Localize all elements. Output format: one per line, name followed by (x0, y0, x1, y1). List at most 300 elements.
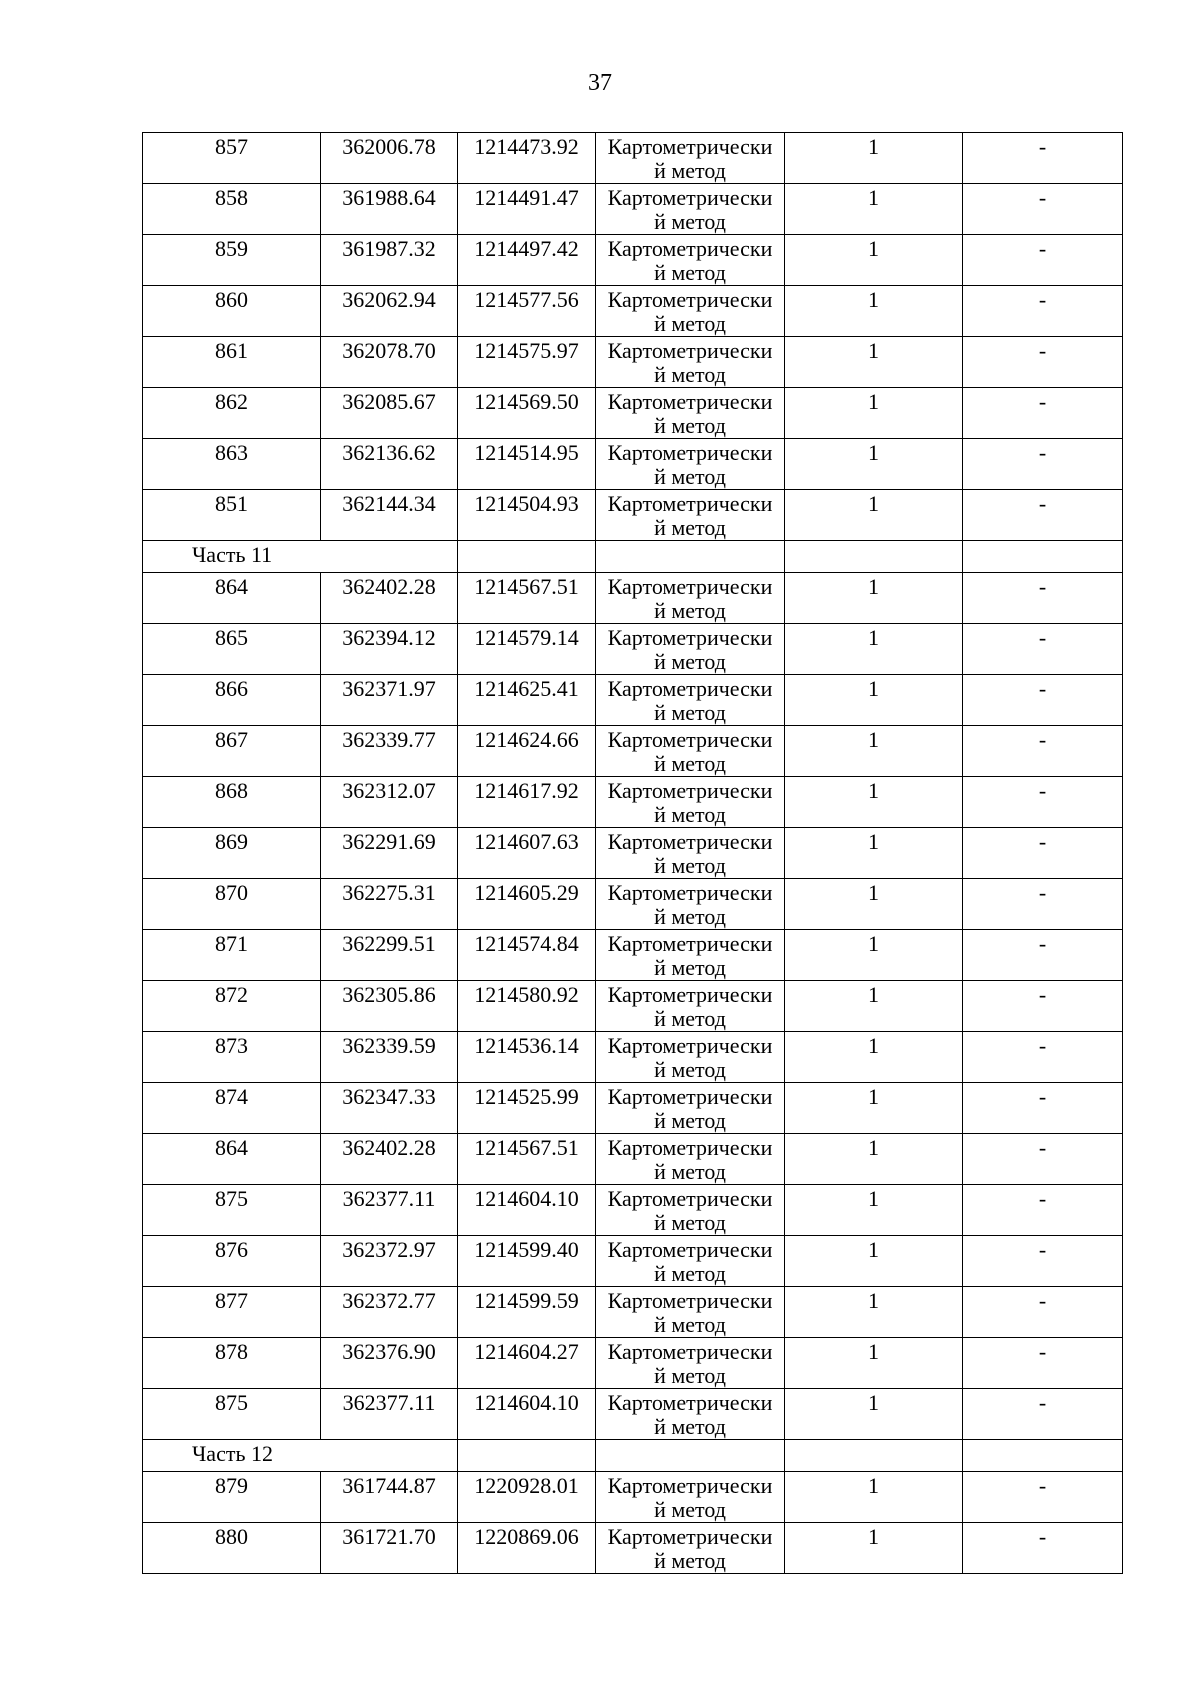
note-value: - (1038, 1473, 1047, 1498)
method-line-2: й метод (654, 1363, 726, 1388)
y-coordinate-cell (458, 490, 596, 541)
note-value: - (1038, 1237, 1047, 1262)
method-text (596, 1185, 784, 1235)
accuracy-value: 1 (868, 1033, 879, 1058)
point-number-cell (143, 828, 321, 879)
accuracy-cell (785, 1134, 963, 1185)
note-cell (963, 1032, 1123, 1083)
y-coordinate-value: 1214536.14 (474, 1033, 579, 1058)
point-number-cell (143, 1236, 321, 1287)
method-line-2: й метод (654, 802, 726, 827)
empty-cell (596, 1440, 785, 1472)
point-number-cell (143, 1472, 321, 1523)
x-coordinate-cell (321, 235, 458, 286)
method-line-2: й метод (654, 209, 726, 234)
point-number-value: 870 (215, 880, 248, 905)
note-cell (963, 930, 1123, 981)
note-value: - (1038, 778, 1047, 803)
accuracy-cell (785, 388, 963, 439)
point-number-value: 857 (215, 134, 248, 159)
x-coordinate-value: 362377.11 (342, 1390, 436, 1415)
table-row (143, 439, 1123, 490)
table-row (143, 388, 1123, 439)
y-coordinate-value: 1214569.50 (474, 389, 579, 414)
accuracy-value: 1 (868, 1390, 879, 1415)
y-coordinate-cell (458, 1032, 596, 1083)
x-coordinate-cell (321, 777, 458, 828)
point-number-cell (143, 624, 321, 675)
method-line-1: Картометрически (607, 1339, 773, 1364)
method-cell (596, 1389, 785, 1440)
method-cell (596, 235, 785, 286)
method-text (596, 1287, 784, 1337)
method-text (596, 235, 784, 285)
note-cell (963, 726, 1123, 777)
y-coordinate-value: 1220869.06 (474, 1524, 579, 1549)
note-value: - (1038, 1186, 1047, 1211)
note-value: - (1038, 236, 1047, 261)
point-number-value: 863 (215, 440, 248, 465)
x-coordinate-value: 362372.97 (342, 1237, 436, 1262)
x-coordinate-cell (321, 675, 458, 726)
accuracy-cell (785, 337, 963, 388)
y-coordinate-cell (458, 1185, 596, 1236)
table-row (143, 777, 1123, 828)
point-number-cell (143, 133, 321, 184)
part-label-cell (143, 1440, 458, 1472)
method-line-2: й метод (654, 1006, 726, 1031)
note-cell (963, 675, 1123, 726)
note-cell (963, 286, 1123, 337)
method-cell (596, 1472, 785, 1523)
point-number-cell (143, 1083, 321, 1134)
x-coordinate-cell (321, 337, 458, 388)
accuracy-value: 1 (868, 1339, 879, 1364)
method-cell (596, 388, 785, 439)
x-coordinate-cell (321, 1472, 458, 1523)
point-number-value: 880 (215, 1524, 248, 1549)
x-coordinate-cell (321, 1032, 458, 1083)
note-value: - (1038, 440, 1047, 465)
x-coordinate-cell (321, 1523, 458, 1574)
point-number-value: 864 (215, 1135, 248, 1160)
point-number-value: 869 (215, 829, 248, 854)
method-text (596, 981, 784, 1031)
method-cell (596, 828, 785, 879)
method-cell (596, 439, 785, 490)
point-number-value: 873 (215, 1033, 248, 1058)
point-number-cell (143, 1032, 321, 1083)
note-value: - (1038, 134, 1047, 159)
point-number-value: 872 (215, 982, 248, 1007)
method-cell (596, 133, 785, 184)
method-cell (596, 1236, 785, 1287)
accuracy-value: 1 (868, 338, 879, 363)
method-cell (596, 930, 785, 981)
x-coordinate-value: 362339.77 (342, 727, 436, 752)
method-line-1: Картометрически (607, 134, 773, 159)
y-coordinate-cell (458, 981, 596, 1032)
method-line-1: Картометрически (607, 931, 773, 956)
point-number-value: 875 (215, 1186, 248, 1211)
accuracy-value: 1 (868, 982, 879, 1007)
note-cell (963, 828, 1123, 879)
page-number: 37 (588, 70, 612, 96)
method-text (596, 388, 784, 438)
table-row (143, 235, 1123, 286)
point-number-value: 851 (215, 491, 248, 516)
method-line-1: Картометрически (607, 829, 773, 854)
note-value: - (1038, 1135, 1047, 1160)
method-text (596, 1523, 784, 1573)
x-coordinate-cell (321, 624, 458, 675)
note-cell (963, 388, 1123, 439)
y-coordinate-value: 1214605.29 (474, 880, 579, 905)
accuracy-cell (785, 1287, 963, 1338)
y-coordinate-value: 1220928.01 (474, 1473, 579, 1498)
point-number-cell (143, 184, 321, 235)
point-number-cell (143, 1185, 321, 1236)
accuracy-value: 1 (868, 931, 879, 956)
note-value: - (1038, 1288, 1047, 1313)
method-cell (596, 1338, 785, 1389)
method-line-2: й метод (654, 955, 726, 980)
note-cell (963, 337, 1123, 388)
method-text (596, 1389, 784, 1439)
table-row (143, 675, 1123, 726)
accuracy-value: 1 (868, 1288, 879, 1313)
accuracy-cell (785, 930, 963, 981)
x-coordinate-cell (321, 1134, 458, 1185)
table-row (143, 726, 1123, 777)
empty-cell (458, 541, 596, 573)
coordinates-table (142, 132, 1123, 1574)
y-coordinate-cell (458, 675, 596, 726)
method-text (596, 1032, 784, 1082)
x-coordinate-value: 362376.90 (342, 1339, 436, 1364)
point-number-cell (143, 675, 321, 726)
accuracy-cell (785, 1338, 963, 1389)
accuracy-value: 1 (868, 491, 879, 516)
y-coordinate-value: 1214567.51 (474, 1135, 579, 1160)
accuracy-cell (785, 1236, 963, 1287)
note-cell (963, 184, 1123, 235)
x-coordinate-value: 362006.78 (342, 134, 436, 159)
y-coordinate-value: 1214574.84 (474, 931, 579, 956)
point-number-value: 858 (215, 185, 248, 210)
accuracy-cell (785, 777, 963, 828)
point-number-cell (143, 1134, 321, 1185)
method-cell (596, 573, 785, 624)
method-text (596, 286, 784, 336)
method-text (596, 1134, 784, 1184)
x-coordinate-cell (321, 981, 458, 1032)
method-cell (596, 726, 785, 777)
method-text (596, 573, 784, 623)
method-line-1: Картометрически (607, 338, 773, 363)
method-line-1: Картометрически (607, 1084, 773, 1109)
x-coordinate-value: 362275.31 (342, 880, 436, 905)
y-coordinate-cell (458, 930, 596, 981)
note-value: - (1038, 574, 1047, 599)
method-line-1: Картометрически (607, 982, 773, 1007)
y-coordinate-cell (458, 286, 596, 337)
point-number-cell (143, 286, 321, 337)
y-coordinate-value: 1214575.97 (474, 338, 579, 363)
note-cell (963, 133, 1123, 184)
method-text (596, 726, 784, 776)
point-number-value: 860 (215, 287, 248, 312)
method-line-1: Картометрически (607, 778, 773, 803)
note-value: - (1038, 1390, 1047, 1415)
x-coordinate-cell (321, 1083, 458, 1134)
point-number-value: 876 (215, 1237, 248, 1262)
y-coordinate-value: 1214525.99 (474, 1084, 579, 1109)
accuracy-cell (785, 184, 963, 235)
point-number-value: 866 (215, 676, 248, 701)
y-coordinate-cell (458, 624, 596, 675)
x-coordinate-value: 362136.62 (342, 440, 436, 465)
method-line-2: й метод (654, 1210, 726, 1235)
note-value: - (1038, 982, 1047, 1007)
x-coordinate-value: 362144.34 (342, 491, 436, 516)
y-coordinate-cell (458, 337, 596, 388)
x-coordinate-cell (321, 573, 458, 624)
y-coordinate-cell (458, 184, 596, 235)
accuracy-value: 1 (868, 287, 879, 312)
table-row (143, 930, 1123, 981)
part-label: Часть 12 (192, 1441, 273, 1466)
note-value: - (1038, 727, 1047, 752)
note-value: - (1038, 389, 1047, 414)
accuracy-value: 1 (868, 1135, 879, 1160)
y-coordinate-value: 1214579.14 (474, 625, 579, 650)
note-value: - (1038, 1524, 1047, 1549)
y-coordinate-cell (458, 828, 596, 879)
method-line-1: Картометрически (607, 1288, 773, 1313)
note-value: - (1038, 185, 1047, 210)
table-row (143, 1185, 1123, 1236)
x-coordinate-cell (321, 490, 458, 541)
y-coordinate-value: 1214604.10 (474, 1390, 579, 1415)
method-line-1: Картометрически (607, 1186, 773, 1211)
x-coordinate-value: 362078.70 (342, 338, 436, 363)
point-number-cell (143, 1389, 321, 1440)
x-coordinate-value: 362291.69 (342, 829, 436, 854)
x-coordinate-value: 362402.28 (342, 574, 436, 599)
y-coordinate-value: 1214491.47 (474, 185, 579, 210)
accuracy-cell (785, 1472, 963, 1523)
x-coordinate-cell (321, 286, 458, 337)
x-coordinate-value: 362339.59 (342, 1033, 436, 1058)
table-row (143, 1472, 1123, 1523)
point-number-value: 868 (215, 778, 248, 803)
point-number-value: 865 (215, 625, 248, 650)
part-header-row (143, 1440, 1123, 1472)
y-coordinate-cell (458, 1083, 596, 1134)
x-coordinate-cell (321, 879, 458, 930)
note-cell (963, 1083, 1123, 1134)
note-cell (963, 1134, 1123, 1185)
method-line-1: Картометрически (607, 185, 773, 210)
method-text (596, 828, 784, 878)
note-cell (963, 777, 1123, 828)
y-coordinate-cell (458, 1523, 596, 1574)
table-row (143, 1338, 1123, 1389)
accuracy-cell (785, 439, 963, 490)
y-coordinate-cell (458, 1134, 596, 1185)
method-line-1: Картометрически (607, 676, 773, 701)
method-line-2: й метод (654, 700, 726, 725)
table-row (143, 1083, 1123, 1134)
table-row (143, 1523, 1123, 1574)
note-cell (963, 1523, 1123, 1574)
y-coordinate-cell (458, 235, 596, 286)
accuracy-value: 1 (868, 829, 879, 854)
accuracy-cell (785, 675, 963, 726)
accuracy-value: 1 (868, 625, 879, 650)
point-number-cell (143, 573, 321, 624)
accuracy-value: 1 (868, 1524, 879, 1549)
accuracy-cell (785, 726, 963, 777)
table-row (143, 981, 1123, 1032)
x-coordinate-value: 362372.77 (342, 1288, 436, 1313)
empty-cell (963, 541, 1123, 573)
point-number-cell (143, 777, 321, 828)
accuracy-value: 1 (868, 134, 879, 159)
method-line-2: й метод (654, 311, 726, 336)
x-coordinate-cell (321, 1287, 458, 1338)
x-coordinate-cell (321, 828, 458, 879)
point-number-value: 859 (215, 236, 248, 261)
y-coordinate-cell (458, 1236, 596, 1287)
note-cell (963, 235, 1123, 286)
y-coordinate-cell (458, 133, 596, 184)
y-coordinate-cell (458, 777, 596, 828)
point-number-value: 875 (215, 1390, 248, 1415)
method-line-2: й метод (654, 464, 726, 489)
accuracy-value: 1 (868, 440, 879, 465)
method-line-1: Картометрически (607, 1033, 773, 1058)
method-text (596, 1236, 784, 1286)
y-coordinate-cell (458, 573, 596, 624)
note-cell (963, 490, 1123, 541)
method-text (596, 439, 784, 489)
x-coordinate-cell (321, 439, 458, 490)
y-coordinate-cell (458, 1389, 596, 1440)
method-cell (596, 1134, 785, 1185)
accuracy-value: 1 (868, 778, 879, 803)
empty-cell (785, 1440, 963, 1472)
point-number-cell (143, 490, 321, 541)
method-line-1: Картометрически (607, 491, 773, 516)
point-number-value: 867 (215, 727, 248, 752)
point-number-cell (143, 235, 321, 286)
note-value: - (1038, 676, 1047, 701)
method-text (596, 624, 784, 674)
empty-cell (785, 541, 963, 573)
method-line-1: Картометрически (607, 1390, 773, 1415)
accuracy-value: 1 (868, 1473, 879, 1498)
method-cell (596, 286, 785, 337)
accuracy-cell (785, 624, 963, 675)
note-value: - (1038, 1084, 1047, 1109)
table-row (143, 490, 1123, 541)
method-text (596, 777, 784, 827)
table-row (143, 1032, 1123, 1083)
x-coordinate-value: 361987.32 (342, 236, 436, 261)
table-row (143, 1134, 1123, 1185)
table-row (143, 573, 1123, 624)
accuracy-cell (785, 828, 963, 879)
point-number-cell (143, 388, 321, 439)
note-value: - (1038, 829, 1047, 854)
note-cell (963, 624, 1123, 675)
y-coordinate-cell (458, 879, 596, 930)
y-coordinate-value: 1214607.63 (474, 829, 579, 854)
y-coordinate-value: 1214599.59 (474, 1288, 579, 1313)
accuracy-value: 1 (868, 727, 879, 752)
point-number-value: 861 (215, 338, 248, 363)
method-line-2: й метод (654, 1261, 726, 1286)
point-number-value: 877 (215, 1288, 248, 1313)
method-line-1: Картометрически (607, 880, 773, 905)
method-cell (596, 1083, 785, 1134)
x-coordinate-value: 362299.51 (342, 931, 436, 956)
accuracy-value: 1 (868, 676, 879, 701)
empty-cell (458, 1440, 596, 1472)
x-coordinate-value: 362377.11 (342, 1186, 436, 1211)
note-cell (963, 1185, 1123, 1236)
accuracy-cell (785, 1083, 963, 1134)
method-line-1: Картометрически (607, 389, 773, 414)
accuracy-value: 1 (868, 574, 879, 599)
note-cell (963, 1287, 1123, 1338)
x-coordinate-value: 362371.97 (342, 676, 436, 701)
method-cell (596, 490, 785, 541)
note-value: - (1038, 931, 1047, 956)
y-coordinate-value: 1214580.92 (474, 982, 579, 1007)
method-text (596, 879, 784, 929)
point-number-value: 871 (215, 931, 248, 956)
note-value: - (1038, 880, 1047, 905)
table-row (143, 286, 1123, 337)
method-line-1: Картометрически (607, 1237, 773, 1262)
method-line-2: й метод (654, 751, 726, 776)
note-cell (963, 439, 1123, 490)
method-cell (596, 337, 785, 388)
x-coordinate-cell (321, 388, 458, 439)
point-number-value: 878 (215, 1339, 248, 1364)
point-number-cell (143, 337, 321, 388)
note-value: - (1038, 338, 1047, 363)
accuracy-cell (785, 490, 963, 541)
method-line-1: Картометрически (607, 1473, 773, 1498)
x-coordinate-value: 362347.33 (342, 1084, 436, 1109)
note-cell (963, 1472, 1123, 1523)
x-coordinate-cell (321, 726, 458, 777)
table-row (143, 337, 1123, 388)
accuracy-value: 1 (868, 1186, 879, 1211)
x-coordinate-cell (321, 133, 458, 184)
method-line-1: Картометрически (607, 625, 773, 650)
part-header-row (143, 541, 1123, 573)
method-cell (596, 1287, 785, 1338)
x-coordinate-cell (321, 1338, 458, 1389)
method-cell (596, 879, 785, 930)
method-cell (596, 624, 785, 675)
empty-cell (963, 1440, 1123, 1472)
